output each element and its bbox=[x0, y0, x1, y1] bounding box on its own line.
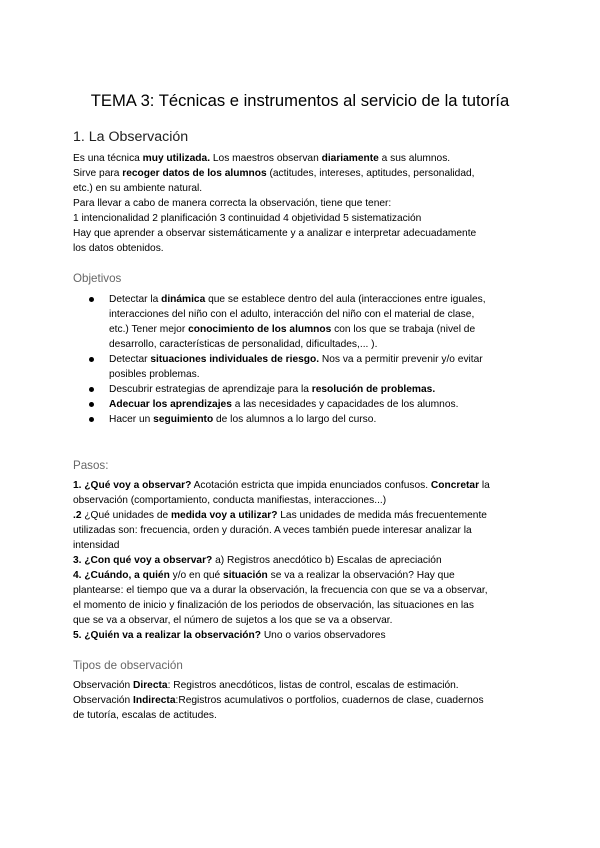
paragraph-line: observación (comportamiento, conducta manifiestas, interacciones...) bbox=[73, 495, 387, 506]
list-item: Descubrir estrategias de aprendizaje para la resolución de problemas. bbox=[109, 384, 436, 395]
paragraph-line: Para llevar a cabo de manera correcta la observación, tiene que tener: bbox=[73, 198, 392, 209]
paragraph-line: 4. ¿Cuándo, a quién y/o en qué situación se va a realizar la observación? Hay que bbox=[73, 570, 455, 581]
subheading-pasos: Pasos: bbox=[73, 459, 109, 472]
list-item-continuation: interacciones del niño con el adulto, interacción del niño con el material de clase, bbox=[109, 309, 475, 320]
subheading-objetivos: Objetivos bbox=[73, 272, 122, 285]
list-item-continuation: posibles problemas. bbox=[109, 369, 200, 380]
paragraph-line: de tutoría, escalas de actitudes. bbox=[73, 710, 217, 721]
list-item-continuation: desarrollo, características de personalidad, dificultades,... ). bbox=[109, 339, 378, 350]
paragraph-line: el momento de inicio y finalización de los periodos de observación, las situaciones en las bbox=[73, 600, 474, 611]
bullet-icon bbox=[89, 402, 94, 407]
paragraph-line: 5. ¿Quién va a realizar la observación? Uno o varios observadores bbox=[73, 630, 386, 641]
paragraph-line: .2 ¿Qué unidades de medida voy a utilizar? Las unidades de medida más frecuentemente bbox=[73, 510, 487, 521]
paragraph-line: Hay que aprender a observar sistemáticamente y a analizar e interpretar adecuadamente bbox=[73, 228, 477, 239]
bullet-icon bbox=[89, 417, 94, 422]
list-item: Detectar la dinámica que se establece dentro del aula (interacciones entre iguales, bbox=[109, 294, 486, 305]
paragraph-line: plantearse: el tiempo que va a durar la observación, la frecuencia con que se va a observar, bbox=[73, 585, 488, 596]
page-title: TEMA 3: Técnicas e instrumentos al servicio de la tutoría bbox=[90, 91, 510, 110]
section-heading-observacion: 1. La Observación bbox=[73, 129, 189, 145]
paragraph-line: etc.) en su ambiente natural. bbox=[73, 183, 203, 194]
list-item-continuation: etc.) Tener mejor conocimiento de los alumnos con los que se trabaja (nivel de bbox=[109, 324, 476, 335]
paragraph-line: los datos obtenidos. bbox=[73, 243, 164, 254]
list-item: Detectar situaciones individuales de riesgo. Nos va a permitir prevenir y/o evitar bbox=[109, 354, 483, 365]
bullet-icon bbox=[89, 387, 94, 392]
paragraph-line: Es una técnica muy utilizada. Los maestros observan diariamente a sus alumnos. bbox=[73, 153, 451, 164]
paragraph-line: Observación Indirecta:Registros acumulativos o portfolios, cuadernos de clase, cuadernos bbox=[73, 695, 484, 706]
bullet-icon bbox=[89, 357, 94, 362]
paragraph-line: 3. ¿Con qué voy a observar? a) Registros anecdótico b) Escalas de apreciación bbox=[73, 555, 442, 566]
paragraph-line: 1. ¿Qué voy a observar? Acotación estricta que impida enunciados confusos. Concretar la bbox=[73, 480, 490, 491]
paragraph-line: intensidad bbox=[73, 540, 120, 551]
bullet-icon bbox=[89, 297, 94, 302]
list-item: Hacer un seguimiento de los alumnos a lo largo del curso. bbox=[109, 414, 377, 425]
paragraph-line: Observación Directa: Registros anecdóticos, listas de control, escalas de estimación. bbox=[73, 680, 459, 691]
paragraph-line: 1 intencionalidad 2 planificación 3 continuidad 4 objetividad 5 sistematización bbox=[73, 213, 422, 224]
paragraph-line: que se va a observar, el número de sujetos a los que se va a observar. bbox=[73, 615, 393, 626]
paragraph-line: utilizadas son: frecuencia, orden y duración. A veces también puede interesar analizar la bbox=[73, 525, 472, 536]
subheading-tipos: Tipos de observación bbox=[73, 659, 183, 672]
paragraph-line: Sirve para recoger datos de los alumnos (actitudes, intereses, aptitudes, personalidad, bbox=[73, 168, 475, 179]
list-item: Adecuar los aprendizajes a las necesidades y capacidades de los alumnos. bbox=[109, 399, 459, 410]
